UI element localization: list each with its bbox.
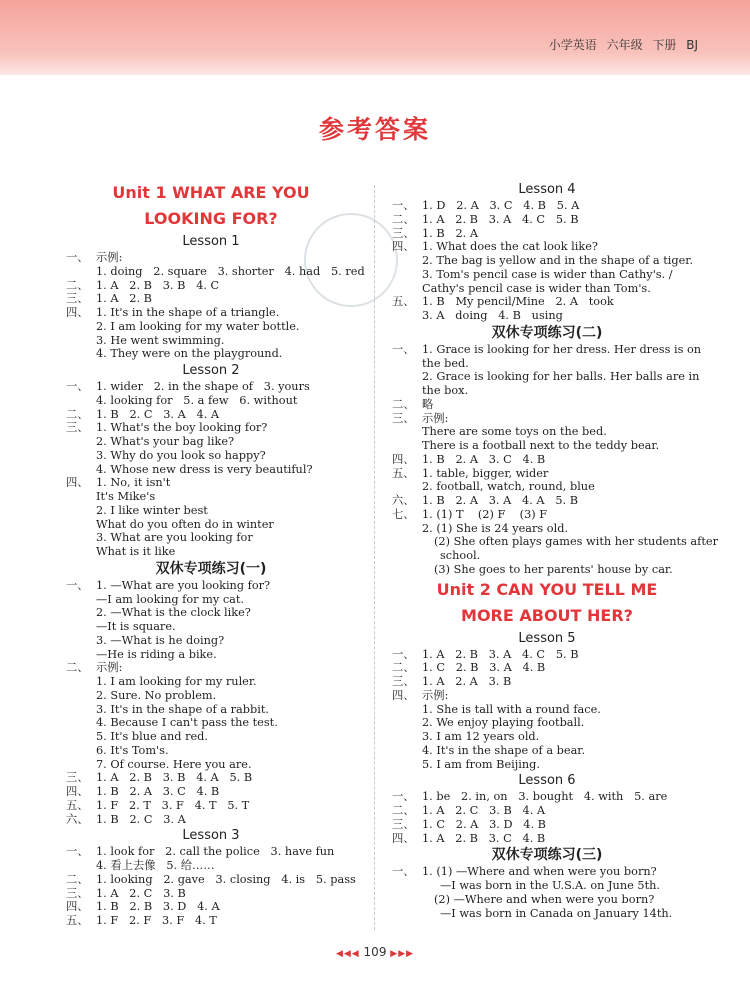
answer-line: [392, 425, 702, 439]
answer-text: 示例:: [422, 688, 449, 702]
question-number: [392, 893, 422, 907]
question-number: 四、: [392, 240, 415, 254]
answer-line: [66, 347, 356, 361]
question-number: [66, 320, 96, 334]
answer-line: [66, 799, 356, 813]
answer-line: [392, 893, 702, 907]
answer-text: 2. (1) She is 24 years old.: [422, 521, 569, 535]
question-number: 二、: [66, 872, 89, 886]
answer-text: 1. D 2. A 3. C 4. B 5. A: [422, 199, 580, 212]
page-number-footer: [0, 945, 750, 959]
question-number: [392, 282, 422, 296]
unit-heading: Unit 2 CAN YOU TELL ME: [436, 579, 658, 599]
answer-line: [66, 463, 356, 477]
answer-text: (2) —Where and when were you born?: [434, 892, 655, 906]
question-number: 四、: [66, 476, 89, 490]
lesson-heading: Lesson 1: [182, 234, 240, 249]
answer-line: [66, 785, 356, 799]
answer-text: 2. Grace is looking for her balls. Her balls are in: [422, 370, 700, 384]
answer-line: [66, 914, 356, 928]
answer-text: Cathy's pencil case is wider than Tom's.: [422, 281, 651, 295]
answer-text: 1. A 2. B 3. A 4. C 5. B: [422, 212, 579, 226]
question-number: 一、: [66, 845, 89, 859]
answer-line: [66, 813, 356, 827]
question-number: 六、: [392, 494, 415, 507]
question-number: 二、: [66, 407, 89, 421]
page-title: 参考答案: [318, 115, 431, 144]
answer-text: 1. What does the cat look like?: [422, 240, 598, 254]
answer-line: [66, 334, 356, 348]
answer-text: 1. I am looking for my ruler.: [96, 675, 257, 688]
answer-text: 5. I am from Beijing.: [422, 757, 540, 771]
question-number: 二、: [392, 397, 415, 411]
answer-line: [66, 675, 356, 689]
answer-text: 3. What are you looking for: [96, 531, 253, 545]
answer-text: 3. He went swimming.: [96, 333, 225, 347]
question-number: [66, 689, 96, 703]
question-number: [392, 370, 422, 384]
answer-line: [66, 887, 356, 901]
answer-line: [392, 240, 702, 254]
book-series-label: 小学英语 六年级 下册 BJ: [548, 38, 698, 52]
answer-line: [392, 703, 702, 717]
answer-text: 示例:: [96, 661, 123, 675]
answer-text: school.: [440, 549, 481, 562]
answer-text: 示例:: [422, 411, 449, 425]
answer-text: 1. F 2. T 3. F 4. T 5. T: [96, 798, 250, 812]
question-number: [392, 563, 422, 577]
question-number: [66, 620, 96, 634]
answer-text: There are some toys on the bed.: [422, 425, 607, 439]
question-number: [66, 490, 96, 504]
unit-heading: LOOKING FOR?: [144, 209, 278, 228]
question-number: [392, 879, 422, 893]
question-number: 二、: [66, 661, 89, 675]
answer-text: 2. The bag is yellow and in the shape of a tiger.: [422, 254, 694, 267]
answer-text: 3. A doing 4. B using: [422, 309, 563, 322]
answer-line: [66, 620, 356, 634]
answer-text: 4. looking for 5. a few 6. without: [96, 393, 298, 407]
question-number: [66, 531, 96, 545]
answer-text: 1. B 2. C 3. A 4. A: [96, 407, 220, 421]
answer-line: [66, 545, 356, 559]
answer-text: 1. B 2. A 3. A 4. A 5. B: [422, 494, 579, 507]
unit-heading: MORE ABOUT HER?: [461, 605, 633, 625]
answer-text: 略: [422, 397, 434, 411]
answer-text: 1. What's the boy looking for?: [96, 421, 268, 435]
question-number: 五、: [392, 295, 415, 309]
answer-text: 1. (1) T (2) F (3) F: [422, 507, 548, 521]
question-number: 二、: [392, 212, 415, 226]
answer-line: [392, 199, 702, 213]
answer-line: [392, 744, 702, 758]
answer-line: [392, 907, 702, 921]
question-number: [66, 716, 96, 730]
question-number: 六、: [66, 812, 89, 826]
question-number: 二、: [66, 278, 89, 292]
answer-text: 4. 看上去像 5. 给……: [96, 859, 215, 872]
answer-line: [66, 648, 356, 662]
answer-text: 2. football, watch, round, blue: [422, 480, 595, 494]
answer-text: 1. B 2. A 3. C 4. B: [96, 785, 220, 798]
question-number: [392, 522, 422, 536]
answer-line: [66, 394, 356, 408]
question-number: [66, 265, 96, 279]
question-number: 五、: [66, 798, 89, 812]
answer-text: 1. A 2. B: [96, 292, 152, 306]
answer-text: —He is riding a bike.: [96, 647, 217, 661]
answer-text: 4. They were on the playground.: [96, 347, 283, 361]
answer-text: 2. I like winter best: [96, 503, 208, 517]
answer-text: —I am looking for my cat.: [96, 592, 245, 606]
answer-line: [66, 518, 356, 532]
lesson-heading: Lesson 5: [518, 630, 576, 646]
answer-text: 3. —What is he doing?: [96, 633, 225, 647]
answer-line: [66, 579, 356, 593]
answer-text: What is it like: [96, 545, 176, 558]
answer-line: [392, 522, 702, 536]
answer-line: [392, 832, 702, 846]
lesson-heading: Lesson 6: [518, 773, 576, 789]
answer-text: 1. A 2. A 3. B: [422, 675, 512, 688]
question-number: 七、: [392, 507, 415, 521]
answer-text: (2) She often plays games with her students after: [434, 535, 718, 549]
answer-text: 2. —What is the clock like?: [96, 606, 251, 620]
question-number: [392, 384, 422, 398]
answer-line: [66, 606, 356, 620]
question-number: 一、: [392, 865, 415, 879]
answer-text: It's Mike's: [96, 490, 156, 503]
question-number: [66, 463, 96, 477]
answer-text: 1. A 2. C 3. B 4. A: [422, 804, 546, 817]
question-number: 三、: [66, 771, 89, 785]
answer-line: [66, 306, 356, 320]
answer-line: [66, 900, 356, 914]
question-number: 一、: [66, 578, 89, 592]
question-number: 三、: [392, 675, 415, 688]
answer-line: [66, 251, 356, 265]
answer-line: [392, 675, 702, 689]
question-number: 一、: [392, 647, 415, 661]
answer-line: [66, 873, 356, 887]
answer-text: 4. Whose new dress is very beautiful?: [96, 462, 313, 476]
answer-text: 1. doing 2. square 3. shorter 4. had 5. red: [96, 264, 365, 278]
answer-line: [66, 771, 356, 785]
question-number: 四、: [392, 688, 415, 702]
question-number: [392, 703, 422, 717]
answer-text: 2. I am looking for my water bottle.: [96, 319, 300, 333]
answer-text: 1. C 2. B 3. A 4. B: [422, 661, 546, 675]
question-number: 五、: [66, 914, 89, 927]
answer-text: 1. A 2. B 3. B 4. C: [96, 278, 220, 292]
answer-text: 3. It's in the shape of a rabbit.: [96, 702, 269, 716]
answer-text: 1. She is tall with a round face.: [422, 702, 601, 716]
lesson-heading: Lesson 2: [182, 363, 240, 378]
answer-text: 示例:: [96, 251, 123, 264]
answer-text: 1. A 2. B 3. B 4. A 5. B: [96, 771, 253, 785]
answer-line: [66, 279, 356, 293]
question-number: 四、: [66, 306, 89, 319]
question-number: [66, 859, 96, 873]
answer-line: [392, 730, 702, 744]
answer-line: [392, 535, 718, 549]
lesson-heading: Lesson 4: [518, 182, 576, 197]
question-number: 四、: [392, 831, 415, 845]
answer-text: 1. C 2. A 3. D 4. B: [422, 817, 546, 831]
answer-line: [392, 398, 702, 412]
answer-line: [392, 268, 702, 282]
question-number: 五、: [392, 466, 415, 480]
answer-text: 7. Of course. Here you are.: [96, 757, 252, 771]
answer-line: [66, 292, 356, 306]
section-heading: 双休专项练习(三): [491, 847, 603, 864]
question-number: [66, 347, 96, 361]
question-number: 一、: [392, 790, 415, 804]
question-number: [66, 504, 96, 518]
answer-line: [66, 264, 365, 279]
answer-line: [392, 213, 702, 227]
answer-text: —It is square.: [96, 620, 176, 633]
answer-line: [392, 282, 702, 296]
answer-line: [66, 380, 356, 394]
question-number: 一、: [66, 251, 89, 264]
answer-line: [66, 449, 356, 463]
question-number: [66, 449, 96, 463]
answer-line: [392, 865, 702, 879]
answer-text: 2. What's your bag like?: [96, 435, 235, 448]
answer-line: [392, 508, 702, 522]
answer-text: 2. Sure. No problem.: [96, 688, 217, 702]
answer-line: [66, 758, 356, 772]
answer-text: 1. A 2. B 3. C 4. B: [422, 831, 546, 845]
answer-line: [66, 504, 356, 518]
lesson-heading: Lesson 3: [182, 828, 240, 844]
answer-text: 1. (1) —Where and when were you born?: [422, 865, 657, 879]
question-number: 二、: [392, 804, 415, 817]
answer-line: [392, 549, 702, 563]
question-number: [66, 545, 96, 559]
question-number: [392, 268, 422, 282]
answer-line: [66, 689, 356, 703]
question-number: 三、: [66, 292, 89, 306]
answer-line: [392, 309, 702, 323]
answer-line: [392, 716, 702, 730]
answer-line: [66, 421, 356, 435]
answer-line: [392, 790, 702, 804]
answer-line: [66, 703, 356, 717]
column-divider: [374, 185, 375, 930]
question-number: [392, 535, 422, 549]
answer-line: [392, 879, 702, 893]
left-column: [66, 180, 365, 928]
question-number: 一、: [392, 342, 415, 356]
answer-text: 1. table, bigger, wider: [422, 466, 549, 480]
question-number: [392, 309, 422, 323]
answer-line: [392, 384, 702, 398]
question-number: 四、: [66, 785, 89, 798]
answer-text: 2. We enjoy playing football.: [422, 716, 585, 730]
question-number: [66, 394, 96, 408]
answer-text: 1. A 2. B 3. A 4. C 5. B: [422, 647, 579, 661]
answer-line: [392, 254, 702, 268]
answer-text: —I was born in Canada on January 14th.: [440, 906, 673, 920]
question-number: 二、: [392, 661, 415, 675]
right-column: [392, 180, 718, 920]
question-number: 一、: [392, 199, 415, 212]
question-number: [66, 634, 96, 648]
question-number: [66, 730, 96, 744]
answer-text: 4. It's in the shape of a bear.: [422, 743, 586, 757]
answer-line: [392, 818, 702, 832]
right-arrows-icon: ▶▶▶: [390, 949, 415, 959]
answer-line: [392, 343, 702, 357]
answer-text: 3. I am 12 years old.: [422, 730, 540, 743]
answer-text: What do you often do in winter: [96, 517, 274, 531]
question-number: [392, 758, 422, 772]
answer-line: [392, 295, 702, 309]
answer-line: [392, 412, 702, 426]
question-number: 三、: [392, 817, 415, 831]
question-number: [392, 730, 422, 744]
answer-line: [392, 227, 702, 241]
page-number: 109: [363, 945, 387, 959]
answer-line: [392, 357, 702, 371]
section-heading: 双休专项练习(一): [155, 560, 267, 577]
question-number: [66, 758, 96, 772]
answer-text: 1. No, it isn't: [96, 476, 171, 490]
answer-text: —I was born in the U.S.A. on June 5th.: [440, 879, 660, 892]
question-number: [392, 439, 422, 453]
answer-text: 4. Because I can't pass the test.: [96, 716, 278, 730]
question-number: [66, 334, 96, 348]
answer-line: [66, 859, 356, 873]
answer-text: 1. It's in the shape of a triangle.: [96, 306, 280, 319]
answer-text: 3. Tom's pencil case is wider than Cathy's. /: [422, 267, 673, 281]
question-number: 一、: [66, 380, 89, 393]
answer-line: [392, 480, 702, 494]
answer-line: [66, 661, 356, 675]
answer-line: [392, 439, 702, 453]
left-arrows-icon: ◀◀◀: [335, 949, 360, 959]
answer-text: 1. wider 2. in the shape of 3. yours: [96, 380, 310, 393]
question-number: [66, 648, 96, 662]
answer-line: [66, 716, 356, 730]
question-number: [392, 716, 422, 730]
answer-line: [392, 467, 702, 481]
question-number: [392, 425, 422, 439]
answer-line: [392, 453, 702, 467]
answer-text: 1. F 2. F 3. F 4. T: [96, 914, 217, 927]
answer-text: 1. B 2. B 3. D 4. A: [96, 900, 220, 914]
answer-line: [392, 758, 702, 772]
question-number: [66, 518, 96, 532]
answer-text: 3. Why do you look so happy?: [96, 448, 266, 462]
question-number: [66, 744, 96, 758]
answer-line: [66, 744, 356, 758]
answer-line: [66, 320, 356, 334]
answer-text: 1. B 2. A 3. C 4. B: [422, 452, 546, 466]
question-number: 三、: [392, 226, 415, 240]
question-number: [392, 357, 422, 371]
question-number: [66, 435, 96, 449]
question-number: 三、: [66, 886, 89, 900]
unit-heading: Unit 1 WHAT ARE YOU: [112, 183, 310, 202]
answer-line: [392, 370, 702, 384]
answer-text: 1. B 2. C 3. A: [96, 812, 186, 826]
answer-text: 5. It's blue and red.: [96, 730, 209, 743]
answer-text: 1. Grace is looking for her dress. Her dress is on: [422, 342, 702, 356]
answer-text: (3) She goes to her parents' house by car.: [434, 562, 673, 576]
question-number: [392, 480, 422, 494]
answer-text: 1. looking 2. gave 3. closing 4. is 5. pass: [96, 872, 356, 886]
answer-text: 1. be 2. in, on 3. bought 4. with 5. are: [422, 790, 668, 804]
answer-line: [392, 804, 702, 818]
question-number: 三、: [392, 411, 415, 425]
answer-line: [66, 593, 356, 607]
answer-text: the box.: [422, 384, 469, 397]
answer-text: 1. A 2. C 3. B: [96, 886, 186, 900]
answer-line: [392, 689, 702, 703]
answer-text: 1. look for 2. call the police 3. have fun: [96, 845, 335, 859]
answer-line: [66, 845, 356, 859]
answer-text: 1. B 2. A: [422, 226, 478, 240]
section-heading: 双休专项练习(二): [491, 324, 603, 341]
question-number: [392, 549, 422, 563]
question-number: [392, 744, 422, 758]
question-number: [66, 593, 96, 607]
question-number: [392, 254, 422, 268]
answer-line: [66, 634, 356, 648]
answer-line: [66, 435, 356, 449]
answer-text: the bed.: [422, 356, 469, 370]
question-number: 四、: [392, 452, 415, 466]
answer-line: [66, 408, 356, 422]
question-number: [66, 675, 96, 689]
question-number: [392, 907, 422, 921]
answer-line: [392, 563, 702, 577]
answer-text: 1. —What are you looking for?: [96, 578, 271, 592]
answer-line: [392, 494, 702, 508]
question-number: 四、: [66, 900, 89, 914]
answer-line: [66, 490, 356, 504]
answer-text: There is a football next to the teddy bear.: [422, 439, 660, 452]
question-number: 三、: [66, 421, 89, 435]
answer-text: 6. It's Tom's.: [96, 743, 169, 757]
answer-line: [392, 661, 702, 675]
answer-line: [66, 730, 356, 744]
answer-line: [392, 648, 702, 662]
answer-line: [66, 531, 356, 545]
question-number: [66, 606, 96, 620]
question-number: [66, 703, 96, 717]
answer-text: 1. B My pencil/Mine 2. A took: [422, 295, 614, 309]
answer-line: [66, 476, 356, 490]
